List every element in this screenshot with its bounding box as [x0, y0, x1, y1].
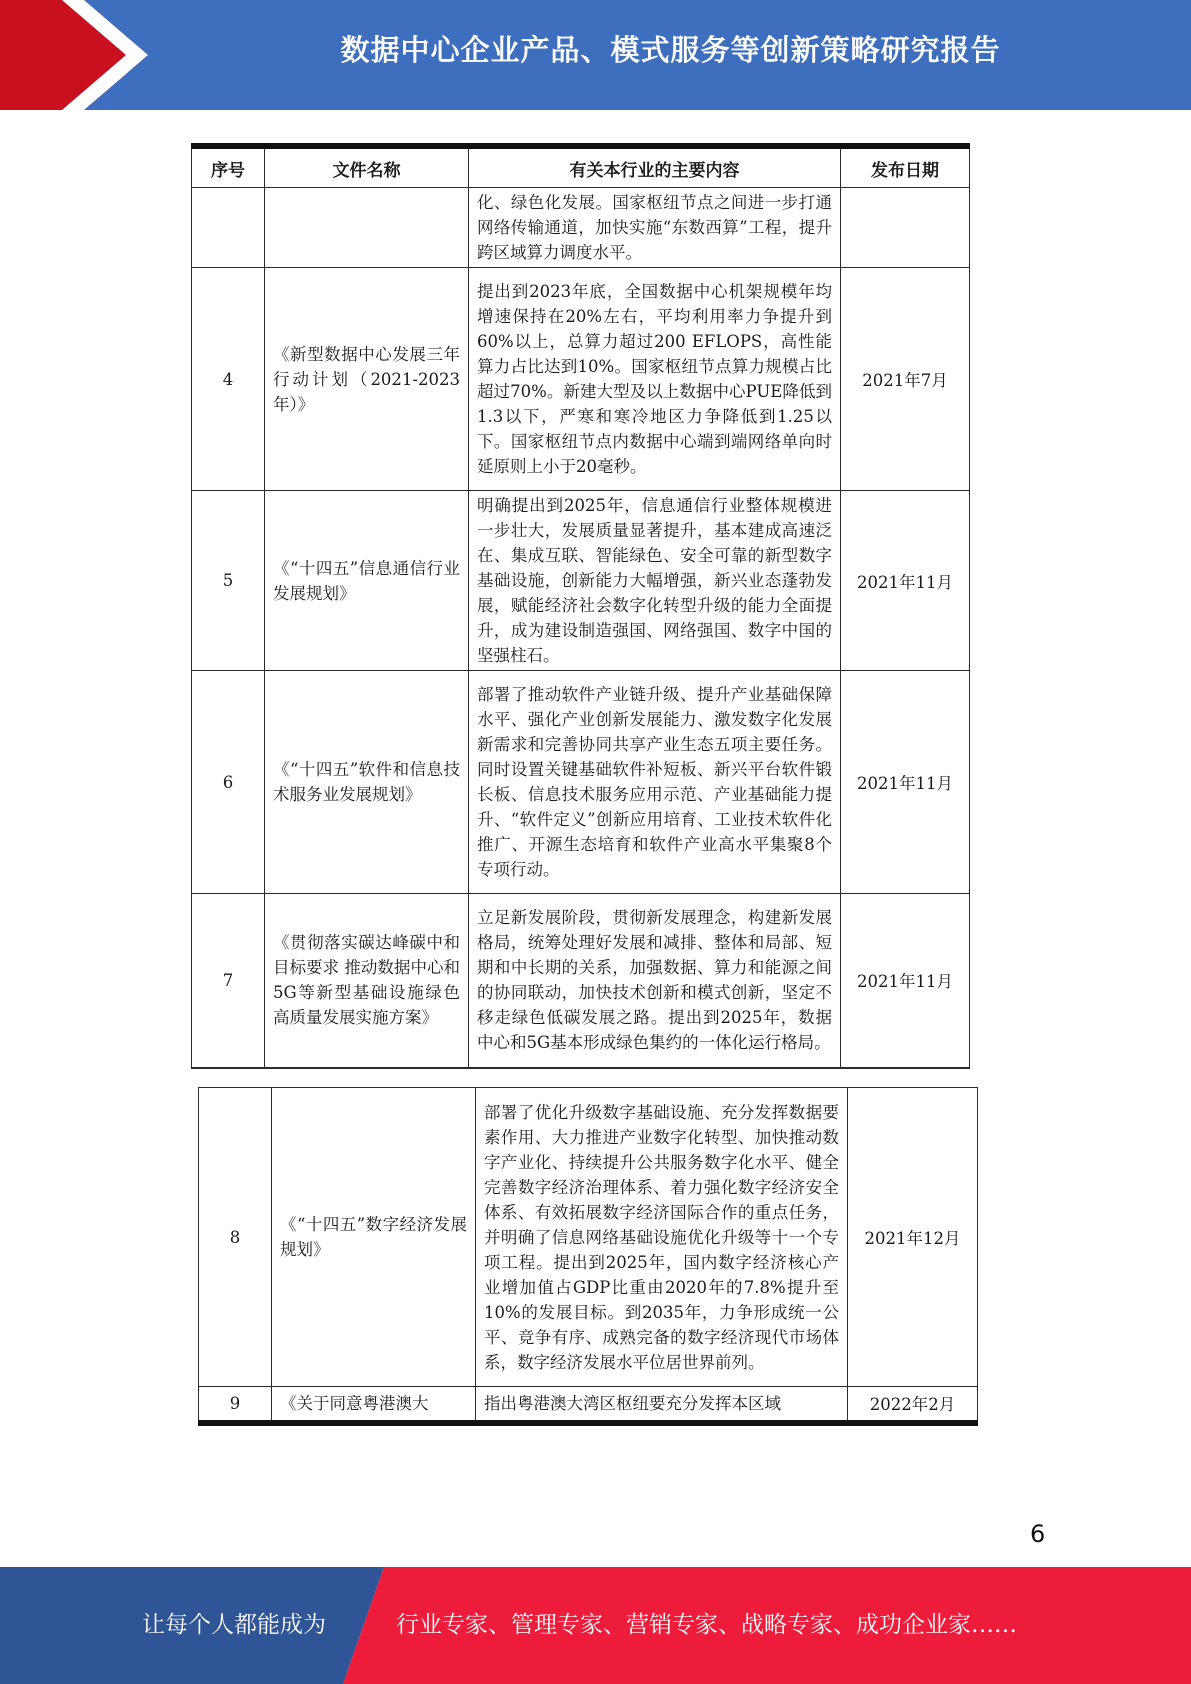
policy-table-continued [198, 1087, 978, 1426]
document-content: 化、绿色化发展。国家枢纽节点之间进一步打通网络传输通道，加快实施“东数西算”工程，提升跨区域算力调度水平。 [469, 188, 841, 268]
publish-date: 2021年11月 [841, 894, 970, 1068]
document-name: 《关于同意粤港澳大 [272, 1387, 476, 1423]
document-content: 立足新发展阶段，贯彻新发展理念，构建新发展格局，统筹处理好发展和减排、整体和局部、短期和中长期的关系，加强数据、算力和能源之间的协同联动，加快技术创新和模式创新，坚定不移走绿色低碳发展之路。提出到2025年，数据中心和5G基本形成绿色集约的一体化运行格局。 [469, 894, 841, 1068]
publish-date: 2021年11月 [841, 671, 970, 894]
table-row [199, 1088, 978, 1387]
column-header-name: 文件名称 [265, 146, 469, 188]
row-number: 4 [192, 268, 265, 491]
page-number: 6 [1030, 1520, 1046, 1548]
publish-date: 2021年7月 [841, 268, 970, 491]
row-number [192, 188, 265, 268]
document-name: 《“十四五”信息通信行业发展规划》 [265, 491, 469, 671]
publish-date: 2022年2月 [848, 1387, 978, 1423]
row-number: 9 [199, 1387, 272, 1423]
row-number: 6 [192, 671, 265, 894]
table-row [192, 491, 970, 671]
footer-banner [0, 1567, 1191, 1684]
column-header-date: 发布日期 [841, 146, 970, 188]
header-banner [0, 0, 1191, 110]
footer-slogan-left: 让每个人都能成为 [142, 1612, 326, 1638]
publish-date: 2021年12月 [848, 1088, 978, 1387]
document-content: 明确提出到2025年，信息通信行业整体规模进一步壮大，发展质量显著提升，基本建成高速泛在、集成互联、智能绿色、安全可靠的新型数字基础设施，创新能力大幅增强，新兴业态蓬勃发展，赋能经济社会数字化转型升级的能力全面提升，成为建设制造强国、网络强国、数字中国的坚强柱石。 [469, 491, 841, 671]
table-row [192, 268, 970, 491]
table-header-row [192, 146, 970, 188]
table-row [192, 188, 970, 268]
table-row [192, 894, 970, 1068]
document-name: 《“十四五”数字经济发展规划》 [272, 1088, 476, 1387]
document-content: 部署了优化升级数字基础设施、充分发挥数据要素作用、大力推进产业数字化转型、加快推动数字产业化、持续提升公共服务数字化水平、健全完善数字经济治理体系、着力强化数字经济安全体系、有效拓展数字经济国际合作的重点任务，并明确了信息网络基础设施优化升级等十一个专项工程。提出到2025年，国内数字经济核心产业增加值占GDP比重由2020年的7.8%提升至10%的发展目标。到2035年，力争形成统一公平、竞争有序、成熟完备的数字经济现代市场体系，数字经济发展水平位居世界前列。 [476, 1088, 848, 1387]
footer-slogan-right: 行业专家、管理专家、营销专家、战略专家、成功企业家…… [396, 1612, 1017, 1638]
document-name: 《新型数据中心发展三年行动计划（2021-2023年）》 [265, 268, 469, 491]
document-content: 指出粤港澳大湾区枢纽要充分发挥本区域 [476, 1387, 848, 1423]
document-title: 数据中心企业产品、模式服务等创新策略研究报告 [340, 33, 1001, 67]
document-name [265, 188, 469, 268]
table-row [199, 1387, 978, 1423]
document-name: 《贯彻落实碳达峰碳中和目标要求 推动数据中心和5G等新型基础设施绿色高质量发展实施方案》 [265, 894, 469, 1068]
table-row [192, 671, 970, 894]
row-number: 7 [192, 894, 265, 1068]
publish-date [841, 188, 970, 268]
row-number: 8 [199, 1088, 272, 1387]
document-content: 提出到2023年底，全国数据中心机架规模年均增速保持在20%左右，平均利用率力争提升到60%以上，总算力超过200 EFLOPS，高性能算力占比达到10%。国家枢纽节点算力规模占比超过70%。新建大型及以上数据中心PUE降低到1.3以下，严寒和寒冷地区力争降低到1.25以下。国家枢纽节点内数据中心端到端网络单向时延原则上小于20毫秒。 [469, 268, 841, 491]
publish-date: 2021年11月 [841, 491, 970, 671]
header-arrow-decoration [0, 0, 150, 110]
document-name: 《“十四五”软件和信息技术服务业发展规划》 [265, 671, 469, 894]
policy-table [191, 143, 970, 1069]
column-header-num: 序号 [192, 146, 265, 188]
row-number: 5 [192, 491, 265, 671]
document-content: 部署了推动软件产业链升级、提升产业基础保障水平、强化产业创新发展能力、激发数字化发展新需求和完善协同共享产业生态五项主要任务。同时设置关键基础软件补短板、新兴平台软件锻长板、信息技术服务应用示范、产业基础能力提升、“软件定义”创新应用培育、工业技术软件化推广、开源生态培育和软件产业高水平集聚8个专项行动。 [469, 671, 841, 894]
column-header-content: 有关本行业的主要内容 [469, 146, 841, 188]
